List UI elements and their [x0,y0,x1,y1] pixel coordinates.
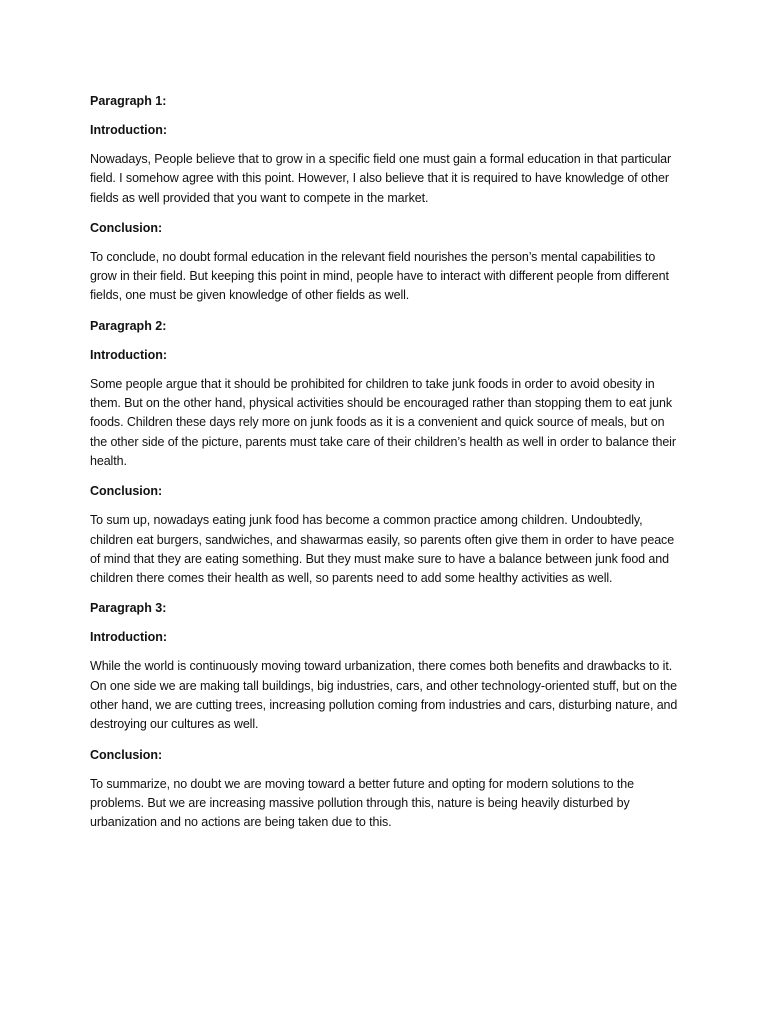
introduction-label: Introduction: [90,123,168,137]
section-title: Paragraph 3: [90,601,167,616]
conclusion-text: To summarize, no doubt we are moving toward a better future and opting for modern solutions to the problems. But we are increasing massive pollution through this, nature is being heavily disturbed by urbanization and no actions are being taken due to this. [90,776,634,830]
conclusion-label: Conclusion: [90,220,163,235]
conclusion-label: Conclusion: [90,747,163,762]
section-paragraph-3 [90,599,680,832]
conclusion-label: Conclusion: [90,484,163,499]
section-title: Paragraph 1: [90,94,167,108]
section-title: Paragraph 2: [90,318,167,333]
introduction-label: Introduction: [90,630,168,645]
document-page [90,92,680,844]
section-paragraph-1 [90,92,680,306]
introduction-text: Some people argue that it should be prohibited for children to take junk foods in order to avoid obesity in them. But on the other hand, physical activities should be encouraged rather than stopping them to eat junk foods. Children these days rely more on junk foods as it is a convenient and quick source of meals, but on the other side of the picture, parents must take care of their children’s health as well in order to balance their health. [90,376,676,468]
introduction-text: While the world is continuously moving toward urbanization, there comes both benefits and drawbacks to it. On one side we are making tall buildings, big industries, cars, and other technology-oriented stuff, but on the other hand, we are cutting trees, increasing pollution coming from industries and cars, disturbing nature, and destroying our cultures as well. [90,659,678,732]
introduction-label: Introduction: [90,347,168,362]
conclusion-text: To conclude, no doubt formal education in the relevant field nourishes the person’s mental capabilities to grow in their field. But keeping this point in mind, people have to interact with different people from different fields, one must be given knowledge of other fields as well. [90,249,669,303]
section-paragraph-2 [90,317,680,589]
conclusion-text: To sum up, nowadays eating junk food has become a common practice among children. Undoubtedly, children eat burgers, sandwiches, and shawarmas easily, so parents often give them in order to have peace of mind that they are eating something. But they must make sure to have a balance between junk food and children there comes their health as well, so parents need to add some healthy activities as well. [90,513,675,586]
introduction-text: Nowadays, People believe that to grow in a specific field one must gain a formal education in that particular field. I somehow agree with this point. However, I also believe that it is required to have knowledge of other fields as well provided that you want to compete in the market. [90,152,672,205]
